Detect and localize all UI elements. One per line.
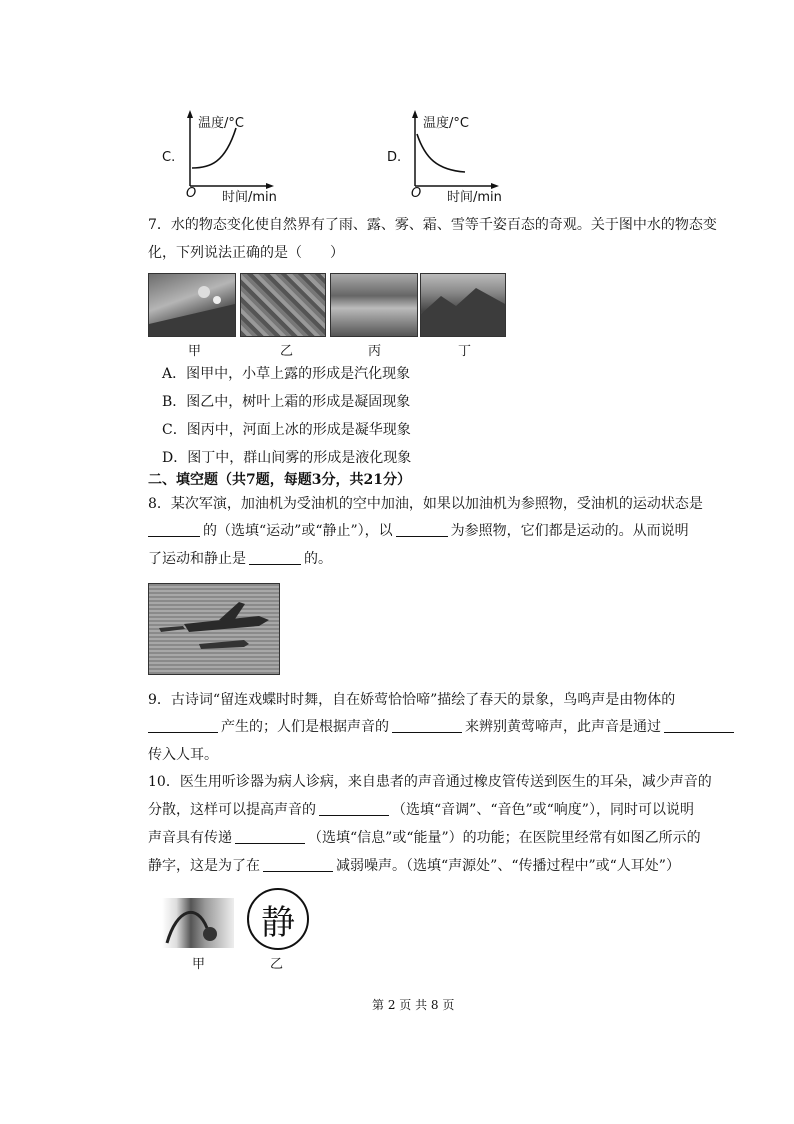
graph-d-xlabel: 时间/min <box>447 190 502 205</box>
q9-blank-1[interactable] <box>148 718 218 733</box>
q10-line2-b: （选填“音调”、“音色”或“响度”），同时可以说明 <box>392 802 694 818</box>
q8-blank-3[interactable] <box>249 550 301 565</box>
photo-stethoscope <box>162 898 234 948</box>
q10-blank-2[interactable] <box>235 829 305 844</box>
q8-line3 <box>148 549 332 569</box>
q7-option-d: D．图丁中，群山间雾的形成是液化现象 <box>162 450 412 466</box>
graph-d-option: D. <box>387 150 402 165</box>
q7-option-c: C．图丙中，河面上冰的形成是凝华现象 <box>162 422 411 438</box>
q8-line3-b: 的。 <box>304 551 332 567</box>
q9-line3: 传入人耳。 <box>148 747 218 763</box>
q10-line3 <box>148 828 701 848</box>
q10-blank-3[interactable] <box>263 857 333 872</box>
caption-yi: 乙 <box>280 344 294 359</box>
q10-line1: 10．医生用听诊器为病人诊病，来自患者的声音通过橡皮管传送到医生的耳朵，减少声音的 <box>148 774 712 790</box>
page-number: 第 2 页 共 8 页 <box>372 998 455 1012</box>
q9-line2-a: 产生的；人们是根据声音的 <box>221 719 389 735</box>
q8-line2 <box>148 521 689 541</box>
graph-d-ylabel: 温度/°C <box>423 116 469 131</box>
graph-c <box>160 108 300 208</box>
quiet-sign <box>247 888 309 950</box>
photo-bing-ice <box>330 273 418 337</box>
q10-line2 <box>148 800 694 820</box>
graph-c-curve <box>192 128 236 168</box>
q9-line2-b: 来辨别黄莺啼声，此声音是通过 <box>465 719 661 735</box>
q7-option-b: B．图乙中，树叶上霜的形成是凝固现象 <box>162 394 411 410</box>
graph-c-ylabel: 温度/°C <box>198 116 244 131</box>
q8-blank-2[interactable] <box>396 522 448 537</box>
q7-stem-line2: 化，下列说法正确的是（ ） <box>148 245 344 261</box>
photo-ding-fog <box>420 273 506 337</box>
caption-jia: 甲 <box>188 344 202 359</box>
photo-jia-dew <box>148 273 236 337</box>
caption-ding: 丁 <box>458 344 472 359</box>
photo-refueling-planes <box>148 583 280 675</box>
q10-line3-a: 声音具有传递 <box>148 830 232 846</box>
q9-blank-2[interactable] <box>392 718 462 733</box>
graph-c-option: C. <box>162 150 176 165</box>
graph-c-xlabel: 时间/min <box>222 190 277 205</box>
q10-line4 <box>148 856 680 876</box>
q7-option-a: A．图甲中，小草上露的形成是汽化现象 <box>162 366 411 382</box>
q9-line1: 9．古诗词“留连戏蝶时时舞，自在娇莺恰恰啼”描绘了春天的景象，鸟鸣声是由物体的 <box>148 692 676 708</box>
graph-d-origin: O <box>411 186 422 201</box>
caption-q10-yi: 乙 <box>270 957 284 972</box>
q8-line3-a: 了运动和静止是 <box>148 551 246 567</box>
q10-line4-a: 静字，这是为了在 <box>148 858 260 874</box>
graph-d <box>385 108 525 208</box>
q9-line2 <box>148 717 737 737</box>
quiet-sign-char: 静 <box>261 902 295 943</box>
photo-yi-frost <box>240 273 326 337</box>
q10-line4-b: 减弱噪声。（选填“声源处”、“传播过程中”或“人耳处”） <box>336 858 680 874</box>
q9-blank-3[interactable] <box>664 718 734 733</box>
section-heading: 二、填空题（共7题，每题3分，共21分） <box>148 472 411 488</box>
q10-blank-1[interactable] <box>319 801 389 816</box>
caption-q10-jia: 甲 <box>192 957 206 972</box>
q8-line2-b: 为参照物，它们都是运动的。从而说明 <box>450 523 689 539</box>
graph-d-curve <box>417 134 465 172</box>
q7-stem-line1: 7．水的物态变化使自然界有了雨、露、雾、霜、雪等千姿百态的奇观。关于图中水的物态变 <box>148 217 717 233</box>
q8-line2-a: 的（选填“运动”或“静止”），以 <box>203 523 393 539</box>
caption-bing: 丙 <box>368 344 382 359</box>
graph-c-origin: O <box>186 186 197 201</box>
q10-line2-a: 分散，这样可以提高声音的 <box>148 802 316 818</box>
q8-blank-1[interactable] <box>148 522 200 537</box>
q10-line3-b: （选填“信息”或“能量”）的功能；在医院里经常有如图乙所示的 <box>308 830 701 846</box>
q8-line1: 8．某次军演，加油机为受油机的空中加油，如果以加油机为参照物，受油机的运动状态是 <box>148 496 703 512</box>
